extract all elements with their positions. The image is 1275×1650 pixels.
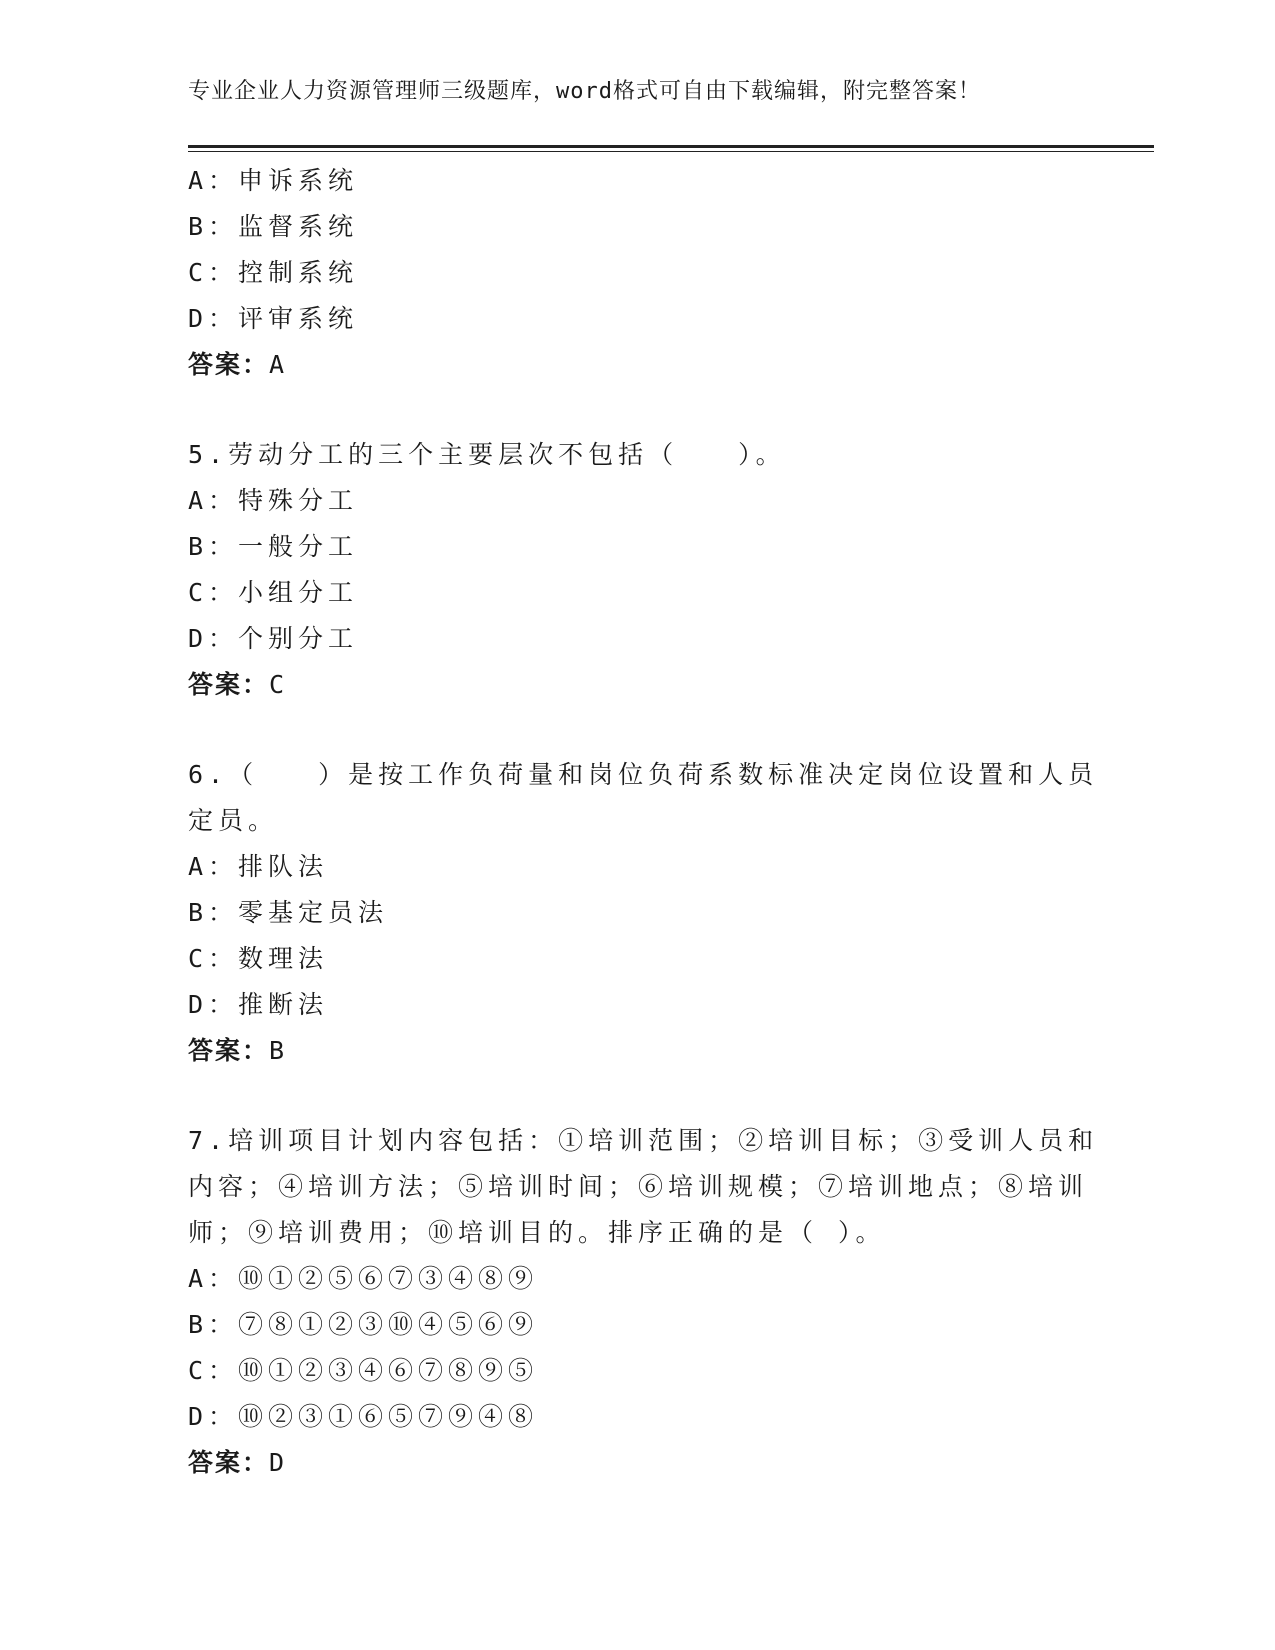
answer-value: A: [269, 350, 287, 379]
option-b: B：监督系统: [188, 212, 359, 241]
option-c: C：控制系统: [188, 258, 359, 287]
question-stem: 5.劳动分工的三个主要层次不包括（ ）。: [188, 440, 786, 469]
spacer: [188, 708, 1068, 752]
document-header: 专业企业人力资源管理师三级题库，word格式可自由下载编辑，附完整答案！: [188, 79, 981, 104]
question-stem: 7.培训项目计划内容包括：①培训范围；②培训目标；③受训人员和: [188, 1126, 1099, 1155]
spacer: [188, 1074, 1068, 1118]
option-a: A：特殊分工: [188, 486, 359, 515]
header-rule-thin: [188, 151, 1154, 152]
question-stem-continued: 定员。: [188, 806, 279, 835]
answer-label: 答案：: [188, 1448, 270, 1477]
option-b: B：⑦⑧①②③⑩④⑤⑥⑨: [188, 1310, 539, 1339]
option-a: A：申诉系统: [188, 166, 359, 195]
question-block-6: [188, 752, 1099, 1074]
answer-label: 答案：: [188, 350, 270, 379]
question-block-prev: [188, 158, 1068, 388]
answer-label: 答案：: [188, 1036, 270, 1065]
header-rule-thick: [188, 145, 1154, 148]
spacer: [188, 388, 1068, 432]
option-c: C：⑩①②③④⑥⑦⑧⑨⑤: [188, 1356, 539, 1385]
answer-line: [188, 1440, 1068, 1486]
option-a: A：排队法: [188, 852, 329, 881]
answer-value: C: [269, 670, 287, 699]
question-list: [188, 158, 1099, 1486]
option-c: C：小组分工: [188, 578, 359, 607]
option-d: D：个别分工: [188, 624, 359, 653]
answer-label: 答案：: [188, 670, 270, 699]
question-stem-continued: 师；⑨培训费用；⑩培训目的。排序正确的是（ ）。: [188, 1218, 886, 1247]
option-d: D：⑩②③①⑥⑤⑦⑨④⑧: [188, 1402, 539, 1431]
question-block-5: [188, 432, 1068, 708]
option-b: B：零基定员法: [188, 898, 389, 927]
answer-value: B: [269, 1036, 287, 1065]
option-d: D：推断法: [188, 990, 329, 1019]
answer-line: [188, 1028, 1068, 1074]
question-block-7: [188, 1118, 1099, 1486]
question-stem-continued: 内容；④培训方法；⑤培训时间；⑥培训规模；⑦培训地点；⑧培训: [188, 1172, 1089, 1201]
option-d: D：评审系统: [188, 304, 359, 333]
answer-line: [188, 342, 1068, 388]
option-b: B：一般分工: [188, 532, 359, 561]
answer-value: D: [269, 1448, 287, 1477]
answer-line: [188, 662, 1068, 708]
option-a: A：⑩①②⑤⑥⑦③④⑧⑨: [188, 1264, 539, 1293]
question-stem: 6.（ ）是按工作负荷量和岗位负荷系数标准决定岗位设置和人员: [188, 760, 1099, 789]
option-c: C：数理法: [188, 944, 329, 973]
